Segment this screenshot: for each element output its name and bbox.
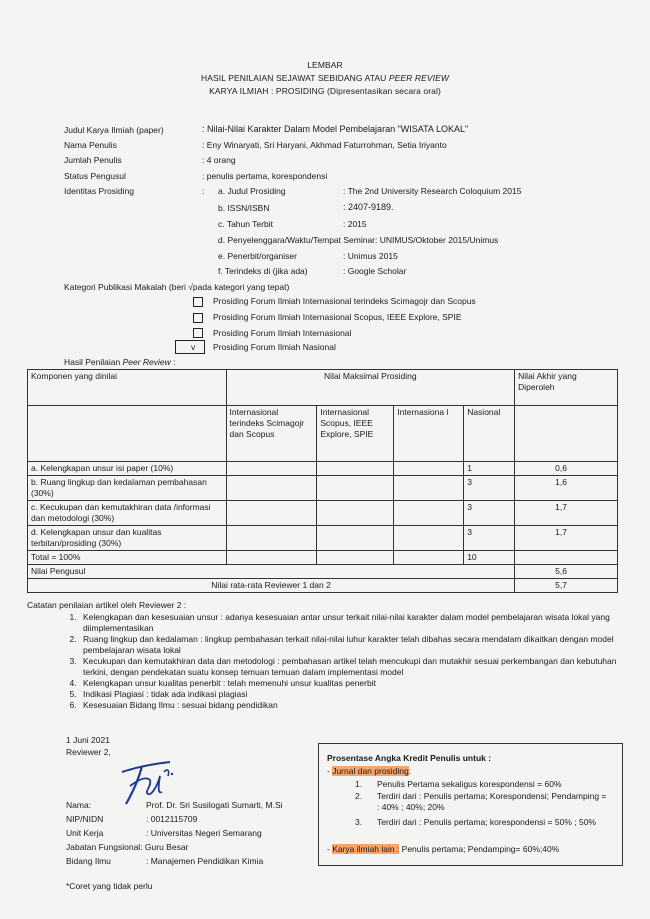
prosentase-box (318, 743, 623, 866)
prosiding-e-label: e. Penerbit/organiser (218, 251, 297, 261)
subheader-nasional: Nasional (464, 406, 515, 462)
label-nama: Nama Penulis (64, 140, 117, 150)
karya-label: Karya ilmiah lain : (332, 844, 400, 854)
value-unit-kerja: : Universitas Negeri Semarang (146, 828, 262, 838)
score-table (27, 369, 618, 593)
karya-value: Penulis pertama; Pendamping= 60%;40% (399, 844, 560, 854)
pengusul-row (28, 565, 618, 579)
total-row (28, 551, 618, 565)
row-akhir: 0,6 (515, 462, 618, 476)
prosiding-f-value: : Google Scholar (343, 266, 407, 276)
kategori-checkbox-3[interactable] (193, 328, 203, 338)
value-status: : penulis pertama, korespondensi (202, 171, 328, 181)
prosiding-d-label: d. Penyelenggara/Waktu/Tempat Seminar: UNIMUS/Oktober 2015/Unimus (218, 235, 499, 245)
rata-label: Nilai rata-rata Reviewer 1 dan 2 (28, 579, 515, 593)
catatan-item: 6. Kesesuaian Bidang Ilmu : sesuai bidang pendidikan (79, 700, 627, 711)
table-row (28, 462, 618, 476)
row-label: a. Kelengkapan unsur isi paper (10%) (28, 462, 227, 476)
kategori-checkbox-4[interactable] (175, 340, 205, 354)
total-label: Total = 100% (28, 551, 227, 565)
rata-value: 5,7 (515, 579, 618, 593)
catatan-section (27, 600, 627, 711)
kategori-option-3: Prosiding Forum Ilmiah Internasional (213, 328, 352, 338)
table-row (28, 501, 618, 526)
label-status: Status Pengusul (64, 171, 126, 181)
row-label: b. Ruang lingkup dan kedalaman pembahasan (30%) (28, 476, 227, 501)
row-nasional: 3 (464, 476, 515, 501)
value-jumlah: : 4 orang (202, 155, 236, 165)
value-nama: : Eny Winaryati, Sri Haryani, Akhmad Faturrohman, Setia Iriyanto (202, 140, 447, 150)
row-label: d. Kelengkapan unsur dan kualitas terbitan/prosiding (30%) (28, 526, 227, 551)
jurnal-line: - Jurnal dan prosiding: (327, 766, 412, 776)
prosiding-e-value: : Unimus 2015 (343, 251, 398, 261)
label-jabatan: Jabatan Fungsional: Guru Besar (66, 842, 189, 852)
header-subtitle: HASIL PENILAIAN SEJAWAT SEBIDANG ATAU PEER REVIEW (201, 73, 449, 83)
prosiding-b-label: b. ISSN/ISBN (218, 203, 270, 213)
row-nasional: 1 (464, 462, 515, 476)
label-identitas: Identitas Prosiding (64, 186, 134, 196)
prosiding-c-label: c. Tahun Terbit (218, 219, 273, 229)
label-nip: NIP/NIDN (66, 814, 104, 824)
label-jumlah: Jumlah Penulis (64, 155, 122, 165)
header-komponen: Komponen yang dinilai (28, 370, 227, 406)
value-identitas: : (202, 186, 205, 196)
header-nilai-akhir: Nilai Akhir yang Diperoleh (515, 370, 618, 406)
kategori-option-4: Prosiding Forum Ilmiah Nasional (213, 342, 336, 352)
catatan-item: 2. Ruang lingkup dan kedalaman : lingkup pembahasan terkait nilai-nilai luhur karakter telah dibahas secara mendalam dikaitkan dengan model pembelajaran wisata lokal (79, 634, 627, 656)
karya-line: - Karya ilmiah lain : Penulis pertama; Pendamping= 60%;40% (327, 844, 560, 854)
jurnal-item-2: 2. (355, 791, 363, 801)
label-bidang: Bidang Ilmu (66, 856, 111, 866)
total-nasional: 10 (464, 551, 515, 565)
prosiding-a-label: a. Judul Prosiding (218, 186, 286, 196)
kategori-option-2: Prosiding Forum Ilmiah Internasional Scopus, IEEE Explore, SPIE (213, 312, 462, 322)
row-akhir: 1,7 (515, 501, 618, 526)
empty-cell (28, 406, 227, 462)
row-akhir: 1,6 (515, 476, 618, 501)
prosiding-c-value: : 2015 (343, 219, 367, 229)
footnote: *Coret yang tidak perlu (66, 881, 153, 891)
rata-row (28, 579, 618, 593)
review-date: 1 Juni 2021 (66, 735, 110, 745)
pengusul-label: Nilai Pengusul (28, 565, 515, 579)
row-nasional: 3 (464, 501, 515, 526)
catatan-item: 3. Kecukupan dan kemutakhiran data dan metodologi : pembahasan artikel telah mencukupi dan mutakhir sesuai perkembangan dan kebutuhan terkini, dengan pendekatan suatu konsep temuan temuan dalam implementasi model (79, 656, 627, 678)
header-nilai-maksimal: Nilai Maksimal Prosiding (226, 370, 515, 406)
jurnal-item-1-text: Penulis Pertama sekaligus korespondensi = 60% (377, 779, 562, 789)
jurnal-item-3: 3. (355, 817, 363, 827)
subheader-scimagojr: Internasional terindeks Scimagojr dan Scopus (226, 406, 317, 462)
kategori-checkbox-2[interactable] (193, 313, 203, 323)
jurnal-item-1: 1. (355, 779, 363, 789)
header-karya: KARYA ILMIAH : PROSIDING (Dipresentasikan secara oral) (209, 86, 441, 96)
hasil-label: Hasil Penilaian Peer Review : (64, 357, 176, 367)
prosiding-f-label: f. Terindeks di (jika ada) (218, 266, 308, 276)
value-judul: : Nilai-Nilai Karakter Dalam Model Pembelajaran "WISATA LOKAL" (202, 124, 469, 134)
value-bidang: : Manajemen Pendidikan Kimia (146, 856, 264, 866)
label-judul: Judul Karya Ilmiah (paper) (64, 125, 164, 135)
empty-cell (515, 406, 618, 462)
prosentase-title: Prosentase Angka Kredit Penulis untuk : (327, 753, 492, 763)
value-nama-reviewer: Prof. Dr. Sri Susilogati Sumarti, M.Si (146, 800, 283, 810)
pengusul-value: 5,6 (515, 565, 618, 579)
catatan-title: Catatan penilaian artikel oleh Reviewer 2 : (27, 600, 187, 610)
value-nip: : 0012115709 (146, 814, 198, 824)
table-row (28, 476, 618, 501)
prosiding-b-value: : 2407-9189. (343, 202, 394, 212)
catatan-item: 5. Indikasi Plagiasi : tidak ada indikasi plagiasi (79, 689, 627, 700)
label-unit-kerja: Unit Kerja (66, 828, 104, 838)
catatan-item: 1. Kelengkapan dan kesesuaian unsur : adanya kesesuaian antar unsur terkait nilai-nilai karakter dalam model pembelajaran wisata lokal yang diimplementasikan (79, 612, 627, 634)
row-akhir: 1,7 (515, 526, 618, 551)
table-row (28, 526, 618, 551)
subheader-scopus: Internasional Scopus, IEEE Explore, SPIE (317, 406, 394, 462)
kategori-checkbox-1[interactable] (193, 297, 203, 307)
jurnal-label: Jurnal dan prosiding (332, 766, 409, 776)
prosiding-a-value: : The 2nd University Research Coloquium 2015 (343, 186, 522, 196)
subheader-internasional: Internasiona l (394, 406, 464, 462)
row-nasional: 3 (464, 526, 515, 551)
kategori-label: Kategori Publikasi Makalah (beri √pada kategori yang tepat) (64, 282, 290, 292)
label-nama-reviewer: Nama: (66, 800, 92, 810)
row-label: c. Kecukupan dan kemutakhiran data /informasi dan metodologi (30%) (28, 501, 227, 526)
jurnal-item-3-text: Terdiri dari : Penulis pertama; korespondensi = 50% ; 50% (377, 817, 596, 827)
jurnal-item-2-text: Terdiri dari : Penulis pertama; Korespondensi; Pendamping = : 40% ; 40%; 20% (377, 791, 607, 812)
kategori-option-1: Prosiding Forum Ilmiah Internasional terindeks Scimagojr dan Scopus (213, 296, 476, 306)
check-mark-icon: v (191, 342, 196, 352)
catatan-item: 4. Kelengkapan unsur kualitas penerbit : telah memenuhi unsur kualitas penerbit (79, 678, 627, 689)
reviewer-title: Reviewer 2, (66, 747, 111, 757)
header-title: LEMBAR (307, 60, 343, 70)
